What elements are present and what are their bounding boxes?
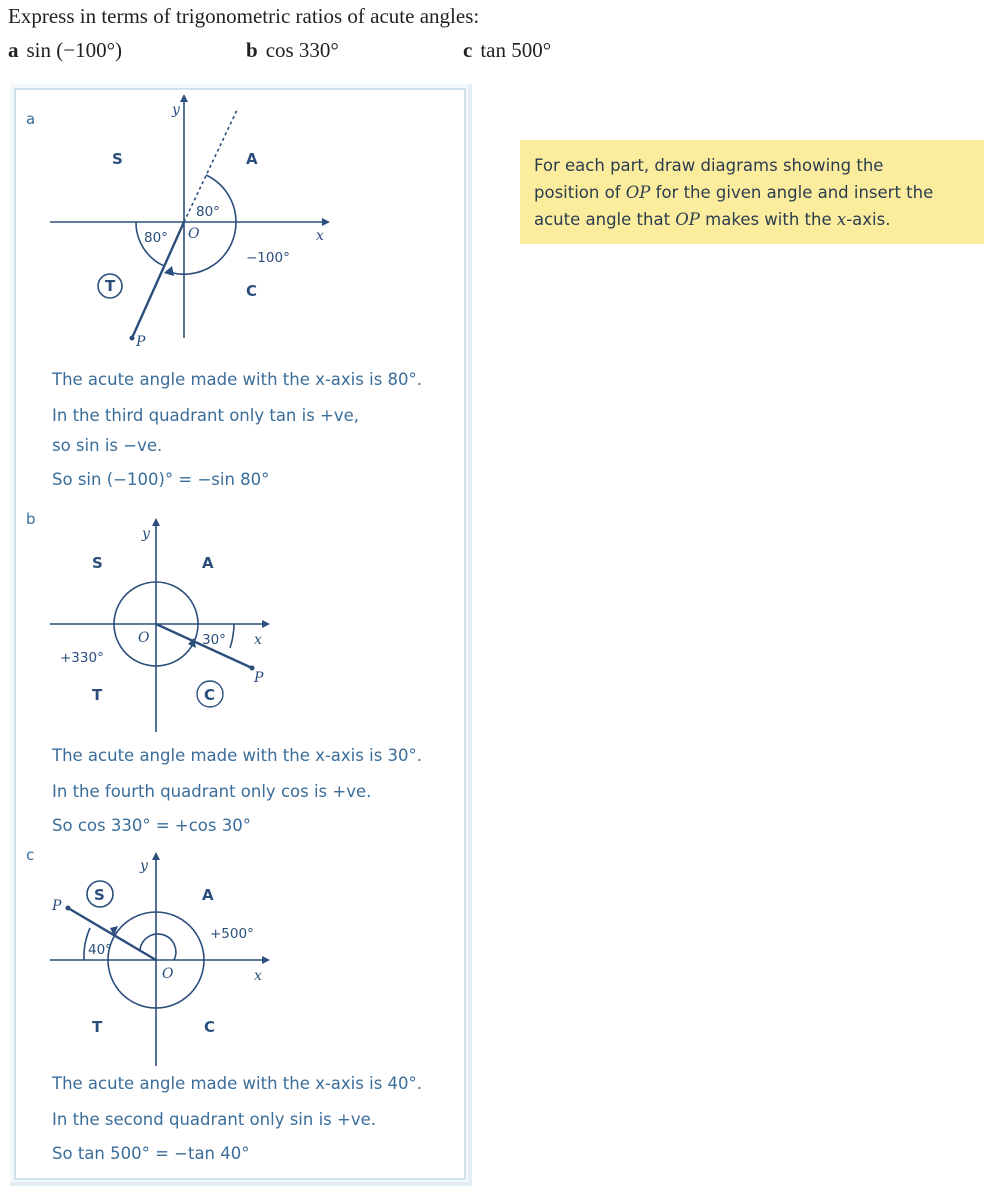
angle-label-40: 40°	[88, 942, 112, 958]
y-label-a: y	[172, 102, 180, 118]
hint-line-1: For each part, draw diagrams showing the	[534, 156, 884, 175]
angle-arc-30	[230, 624, 234, 648]
working-b-line-1: The acute angle made with the x-axis is 30°.	[52, 746, 423, 765]
question-parts	[8, 38, 708, 66]
quadrant-c-b: C	[204, 686, 216, 704]
solution-a	[16, 90, 464, 510]
x-arrow-c	[262, 956, 270, 964]
y-label-b: y	[142, 526, 150, 542]
hint-op-1: OP	[625, 183, 651, 202]
point-p-c	[66, 906, 71, 911]
y-arrow-c	[152, 852, 160, 860]
hint-x: x	[836, 210, 847, 229]
diagram-c	[16, 846, 464, 1076]
hint-op-2: OP	[675, 210, 700, 229]
angle-label-80-left: 80°	[144, 230, 168, 246]
p-label-a: P	[136, 334, 146, 350]
hint-line-2a: position of	[534, 183, 626, 202]
part-c	[463, 38, 551, 63]
rotation-label-c: +500°	[210, 926, 254, 942]
part-a	[8, 38, 122, 63]
quadrant-s-a: S	[112, 150, 123, 168]
angle-label-30: 30°	[202, 632, 226, 648]
quadrant-c-a: C	[246, 282, 258, 300]
hint-line-3b: makes with the	[699, 210, 837, 229]
working-b-line-3: So cos 330° = +cos 30°	[52, 816, 251, 835]
quadrant-t-a: T	[105, 277, 116, 295]
rotation-arc-a	[166, 222, 236, 274]
op-line-c	[68, 908, 156, 960]
y-arrow-b	[152, 518, 160, 526]
p-label-c: P	[52, 898, 62, 914]
hint-line-3c: -axis.	[846, 210, 891, 229]
quadrant-t-b: T	[92, 686, 103, 704]
quadrant-t-c: T	[92, 1018, 103, 1036]
diagram-a	[16, 90, 464, 360]
angle-label-80-top: 80°	[196, 204, 220, 220]
inner-rotation-arc-c	[140, 934, 176, 960]
quadrant-s-b: S	[92, 554, 103, 572]
point-p-a	[130, 336, 135, 341]
quadrant-c-c: C	[204, 1018, 216, 1036]
hint-box	[520, 140, 984, 244]
origin-label-a: O	[188, 226, 200, 242]
p-label-b: P	[254, 670, 264, 686]
origin-label-b: O	[138, 630, 150, 646]
quadrant-a-c: A	[202, 886, 214, 904]
rotation-arrowhead-a	[164, 266, 174, 276]
y-arrow-a	[180, 94, 188, 102]
hint-text	[534, 152, 974, 233]
x-label-a: x	[316, 228, 324, 244]
solution-b	[16, 510, 464, 840]
rotation-label-a: −100°	[246, 250, 290, 266]
solution-a-letter: a	[26, 110, 36, 128]
diagram-b	[16, 510, 464, 740]
hint-line-3a: acute angle that	[534, 210, 676, 229]
part-b-letter: b	[246, 38, 258, 62]
part-b-expression: cos 330°	[265, 38, 339, 62]
solution-inner	[14, 88, 466, 1180]
quadrant-s-c: S	[94, 886, 105, 904]
quadrant-a-a: A	[246, 150, 258, 168]
working-a-line-3: so sin is −ve.	[52, 436, 163, 455]
part-b	[246, 38, 339, 63]
working-a-line-1: The acute angle made with the x-axis is 80°.	[52, 370, 423, 389]
working-a-line-2: In the third quadrant only tan is +ve,	[52, 406, 360, 425]
question-title: Express in terms of trigonometric ratios of acute angles:	[8, 4, 480, 28]
x-label-b: x	[254, 632, 262, 648]
solution-b-letter: b	[26, 510, 36, 528]
hint-line-2b: for the given angle and insert the	[650, 183, 934, 202]
working-c-line-1: The acute angle made with the x-axis is 40°.	[52, 1074, 423, 1093]
part-a-expression: sin (−100°)	[26, 38, 122, 62]
x-arrow-b	[262, 620, 270, 628]
solution-panel	[10, 84, 472, 1186]
part-a-letter: a	[8, 38, 19, 62]
quadrant-a-b: A	[202, 554, 214, 572]
working-c-line-2: In the second quadrant only sin is +ve.	[52, 1110, 377, 1129]
part-c-expression: tan 500°	[480, 38, 552, 62]
working-b-line-2: In the fourth quadrant only cos is +ve.	[52, 782, 372, 801]
x-arrow-a	[322, 218, 330, 226]
solution-c	[16, 846, 464, 1176]
solution-c-letter: c	[26, 846, 35, 864]
working-a-line-4: So sin (−100)° = −sin 80°	[52, 470, 270, 489]
origin-label-c: O	[162, 966, 174, 982]
working-c-line-3: So tan 500° = −tan 40°	[52, 1144, 250, 1163]
part-c-letter: c	[463, 38, 473, 62]
x-label-c: x	[254, 968, 262, 984]
rotation-label-b: +330°	[60, 650, 104, 666]
y-label-c: y	[140, 858, 148, 874]
